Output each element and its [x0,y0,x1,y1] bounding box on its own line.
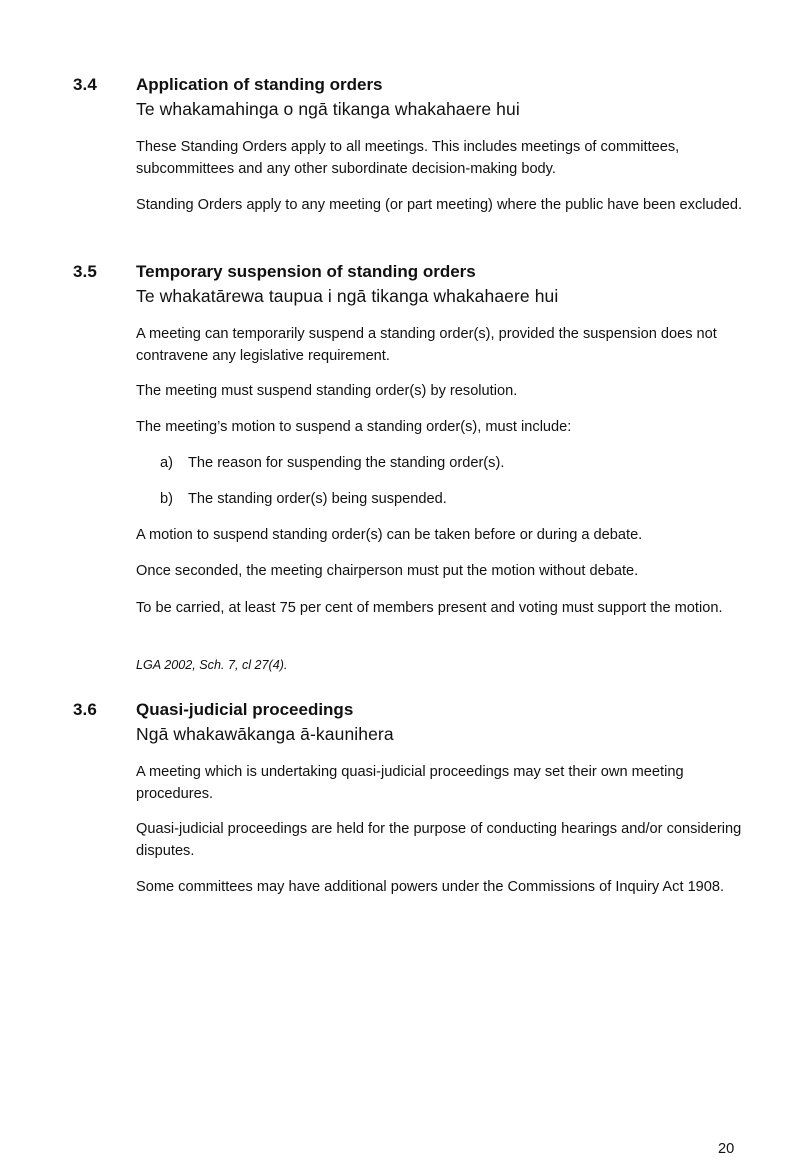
legislative-reference: LGA 2002, Sch. 7, cl 27(4). [136,658,288,672]
paragraph: These Standing Orders apply to all meetings. This includes meetings of committees, subcommittees and any other subordinate decision-making body. [136,139,680,177]
list-item [160,453,740,475]
paragraph: The meeting must suspend standing order(s) by resolution. [136,383,518,399]
paragraph: A meeting which is undertaking quasi-judicial proceedings may set their own meeting procedures. [136,764,684,802]
paragraph: The meeting’s motion to suspend a standing order(s), must include: [136,419,572,435]
section-title: Application of standing orders [136,75,383,94]
paragraph: A meeting can temporarily suspend a standing order(s), provided the suspension does not contravene any legislative requirement. [136,326,717,364]
page-number: 20 [718,1141,735,1157]
paragraph: Once seconded, the meeting chairperson must put the motion without debate. [136,563,639,579]
section-title: Temporary suspension of standing orders [136,262,476,281]
section-subtitle: Te whakatārewa taupua i ngā tikanga whakahaere hui [136,286,559,306]
list-marker: a) [160,455,173,471]
paragraph: A motion to suspend standing order(s) can be taken before or during a debate. [136,527,643,543]
section-number: 3.4 [73,75,97,94]
section-number: 3.5 [73,262,97,281]
section-number: 3.6 [73,700,97,719]
paragraph: To be carried, at least 75 per cent of members present and voting must support the motion. [136,600,723,616]
list-item-text: The standing order(s) being suspended. [188,491,447,507]
section-subtitle: Ngā whakawākanga ā-kaunihera [136,724,394,744]
list-item [160,489,740,511]
paragraph: Standing Orders apply to any meeting (or part meeting) where the public have been excluded. [136,197,742,213]
list-item-text: The reason for suspending the standing order(s). [188,455,505,471]
paragraph: Some committees may have additional powers under the Commissions of Inquiry Act 1908. [136,879,725,895]
list-marker: b) [160,491,173,507]
section-title: Quasi-judicial proceedings [136,700,354,719]
section-subtitle: Te whakamahinga o ngā tikanga whakahaere hui [136,99,520,119]
paragraph: Quasi-judicial proceedings are held for the purpose of conducting hearings and/or considering disputes. [136,821,742,859]
